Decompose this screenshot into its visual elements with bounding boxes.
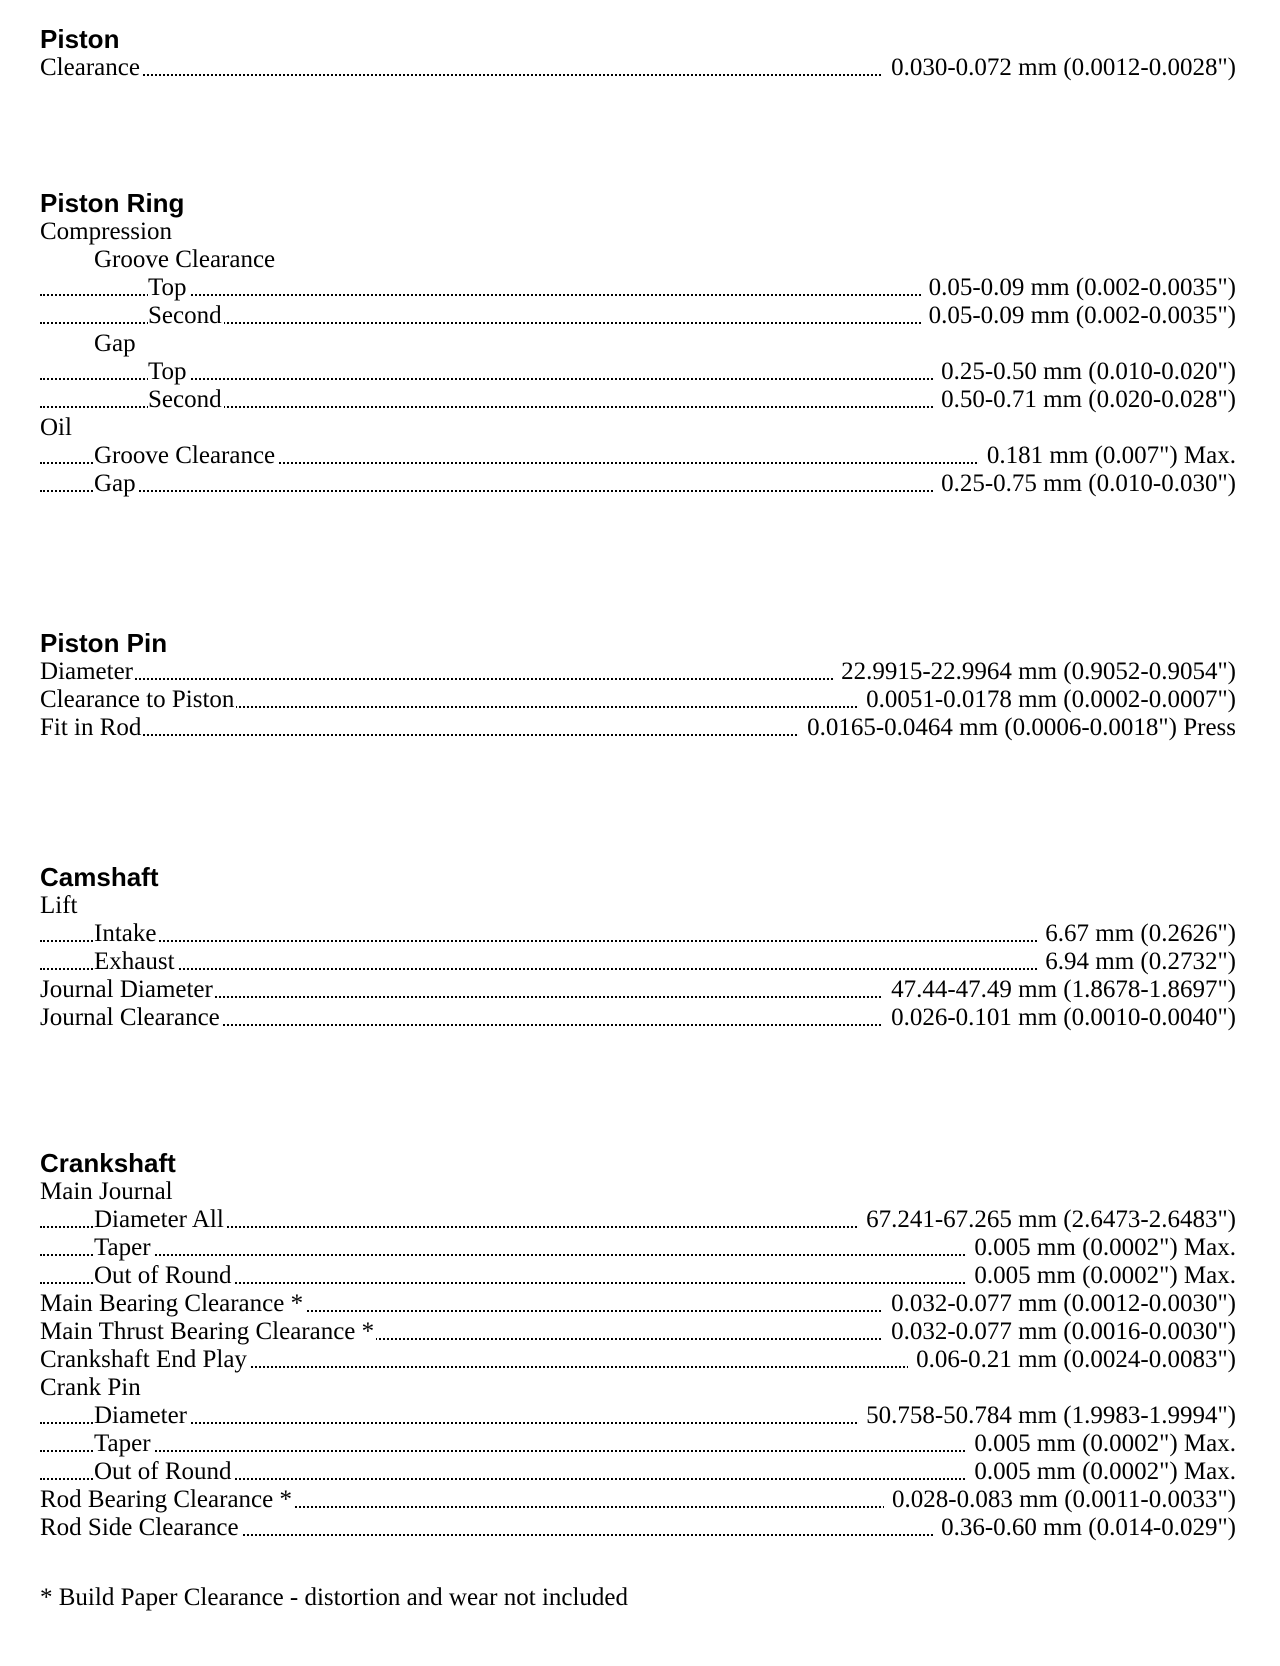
spec-group-label (40, 1374, 1236, 1402)
spec-value: 0.030-0.072 mm (0.0012-0.0028") (883, 54, 1236, 82)
spec-label: Top (148, 358, 187, 385)
spec-label: Out of Round (94, 1262, 232, 1289)
spec-label: Compression (40, 218, 172, 245)
spec-row (40, 686, 1236, 714)
section-piston (40, 24, 1236, 82)
spec-label: Rod Side Clearance (40, 1514, 239, 1541)
spec-label: Exhaust (94, 948, 175, 975)
spec-row (40, 1346, 1236, 1374)
spec-value: 0.005 mm (0.0002") Max. (966, 1430, 1236, 1458)
spec-row (40, 1514, 1236, 1542)
spec-label: Top (148, 274, 187, 301)
spec-row (40, 1290, 1236, 1318)
spec-row (40, 386, 1236, 414)
spec-label: Diameter (40, 658, 134, 685)
spec-label: Second (148, 386, 222, 413)
spec-row (40, 274, 1236, 302)
spec-label: Journal Clearance (40, 1004, 220, 1031)
spec-row (40, 1206, 1236, 1234)
spec-label: Gap (94, 330, 136, 357)
section-title: Piston Pin (40, 628, 168, 658)
spec-label: Oil (40, 414, 72, 441)
spec-label: Taper (94, 1234, 151, 1261)
spec-group-label (40, 218, 1236, 246)
spec-row (40, 302, 1236, 330)
section-piston-pin (40, 628, 1236, 742)
spec-value: 0.25-0.75 mm (0.010-0.030") (933, 470, 1236, 498)
spec-value: 0.005 mm (0.0002") Max. (966, 1262, 1236, 1290)
spec-label: Taper (94, 1430, 151, 1457)
footnote: * Build Paper Clearance - distortion and wear not included (40, 1584, 629, 1611)
spec-row (40, 948, 1236, 976)
spec-value: 0.06-0.21 mm (0.0024-0.0083") (908, 1346, 1236, 1374)
section-title: Crankshaft (40, 1148, 176, 1178)
section-camshaft (40, 862, 1236, 1032)
spec-group-label (40, 892, 1236, 920)
spec-label: Intake (94, 920, 157, 947)
spec-value: 50.758-50.784 mm (1.9983-1.9994") (858, 1402, 1236, 1430)
spec-value: 0.032-0.077 mm (0.0016-0.0030") (883, 1318, 1236, 1346)
spec-group-label (40, 1178, 1236, 1206)
spec-value: 0.026-0.101 mm (0.0010-0.0040") (883, 1004, 1236, 1032)
spec-value: 22.9915-22.9964 mm (0.9052-0.9054") (833, 658, 1236, 686)
spec-row (40, 976, 1236, 1004)
spec-row (40, 54, 1236, 82)
spec-row (40, 442, 1236, 470)
spec-label: Groove Clearance (94, 442, 276, 469)
spec-label: Main Journal (40, 1178, 173, 1205)
spec-label: Diameter (94, 1402, 188, 1429)
spec-value: 0.0165-0.0464 mm (0.0006-0.0018") Press (799, 714, 1236, 742)
spec-group-label (40, 246, 1236, 274)
spec-value: 0.028-0.083 mm (0.0011-0.0033") (884, 1486, 1236, 1514)
spec-value: 67.241-67.265 mm (2.6473-2.6483") (858, 1206, 1236, 1234)
spec-value: 0.05-0.09 mm (0.002-0.0035") (921, 274, 1236, 302)
spec-label: Rod Bearing Clearance * (40, 1486, 292, 1513)
spec-group-label (40, 414, 1236, 442)
spec-label: Journal Diameter (40, 976, 213, 1003)
spec-value: 0.005 mm (0.0002") Max. (966, 1458, 1236, 1486)
spec-label: Groove Clearance (94, 246, 276, 273)
spec-value: 0.05-0.09 mm (0.002-0.0035") (921, 302, 1236, 330)
spec-value: 0.25-0.50 mm (0.010-0.020") (933, 358, 1236, 386)
spec-value: 0.36-0.60 mm (0.014-0.029") (933, 1514, 1236, 1542)
spec-value: 6.94 mm (0.2732") (1037, 948, 1236, 976)
spec-value: 0.50-0.71 mm (0.020-0.028") (933, 386, 1236, 414)
spec-row (40, 1234, 1236, 1262)
spec-label: Fit in Rod (40, 714, 142, 741)
spec-row (40, 1262, 1236, 1290)
spec-row (40, 1430, 1236, 1458)
spec-value: 47.44-47.49 mm (1.8678-1.8697") (883, 976, 1236, 1004)
spec-row (40, 1004, 1236, 1032)
spec-label: Lift (40, 892, 78, 919)
spec-label: Crankshaft End Play (40, 1346, 247, 1373)
spec-label: Second (148, 302, 222, 329)
spec-value: 6.67 mm (0.2626") (1037, 920, 1236, 948)
section-piston-ring (40, 188, 1236, 498)
spec-group-label (40, 330, 1236, 358)
spec-label: Diameter All (94, 1206, 224, 1233)
spec-row (40, 358, 1236, 386)
section-title: Piston (40, 24, 120, 54)
spec-row (40, 920, 1236, 948)
spec-row (40, 1318, 1236, 1346)
spec-row (40, 1486, 1236, 1514)
section-crankshaft (40, 1148, 1236, 1542)
spec-value: 0.0051-0.0178 mm (0.0002-0.0007") (858, 686, 1236, 714)
spec-label: Gap (94, 470, 136, 497)
section-title: Camshaft (40, 862, 159, 892)
spec-row (40, 1458, 1236, 1486)
spec-row (40, 714, 1236, 742)
spec-row (40, 1402, 1236, 1430)
spec-label: Main Bearing Clearance * (40, 1290, 304, 1317)
spec-value: 0.032-0.077 mm (0.0012-0.0030") (883, 1290, 1236, 1318)
spec-row (40, 470, 1236, 498)
spec-label: Out of Round (94, 1458, 232, 1485)
spec-row (40, 658, 1236, 686)
spec-label: Clearance to Piston (40, 686, 235, 713)
spec-label: Main Thrust Bearing Clearance * (40, 1318, 375, 1345)
spec-label: Clearance (40, 54, 140, 81)
spec-value: 0.181 mm (0.007") Max. (979, 442, 1236, 470)
spec-value: 0.005 mm (0.0002") Max. (966, 1234, 1236, 1262)
section-title: Piston Ring (40, 188, 185, 218)
spec-label: Crank Pin (40, 1374, 141, 1401)
